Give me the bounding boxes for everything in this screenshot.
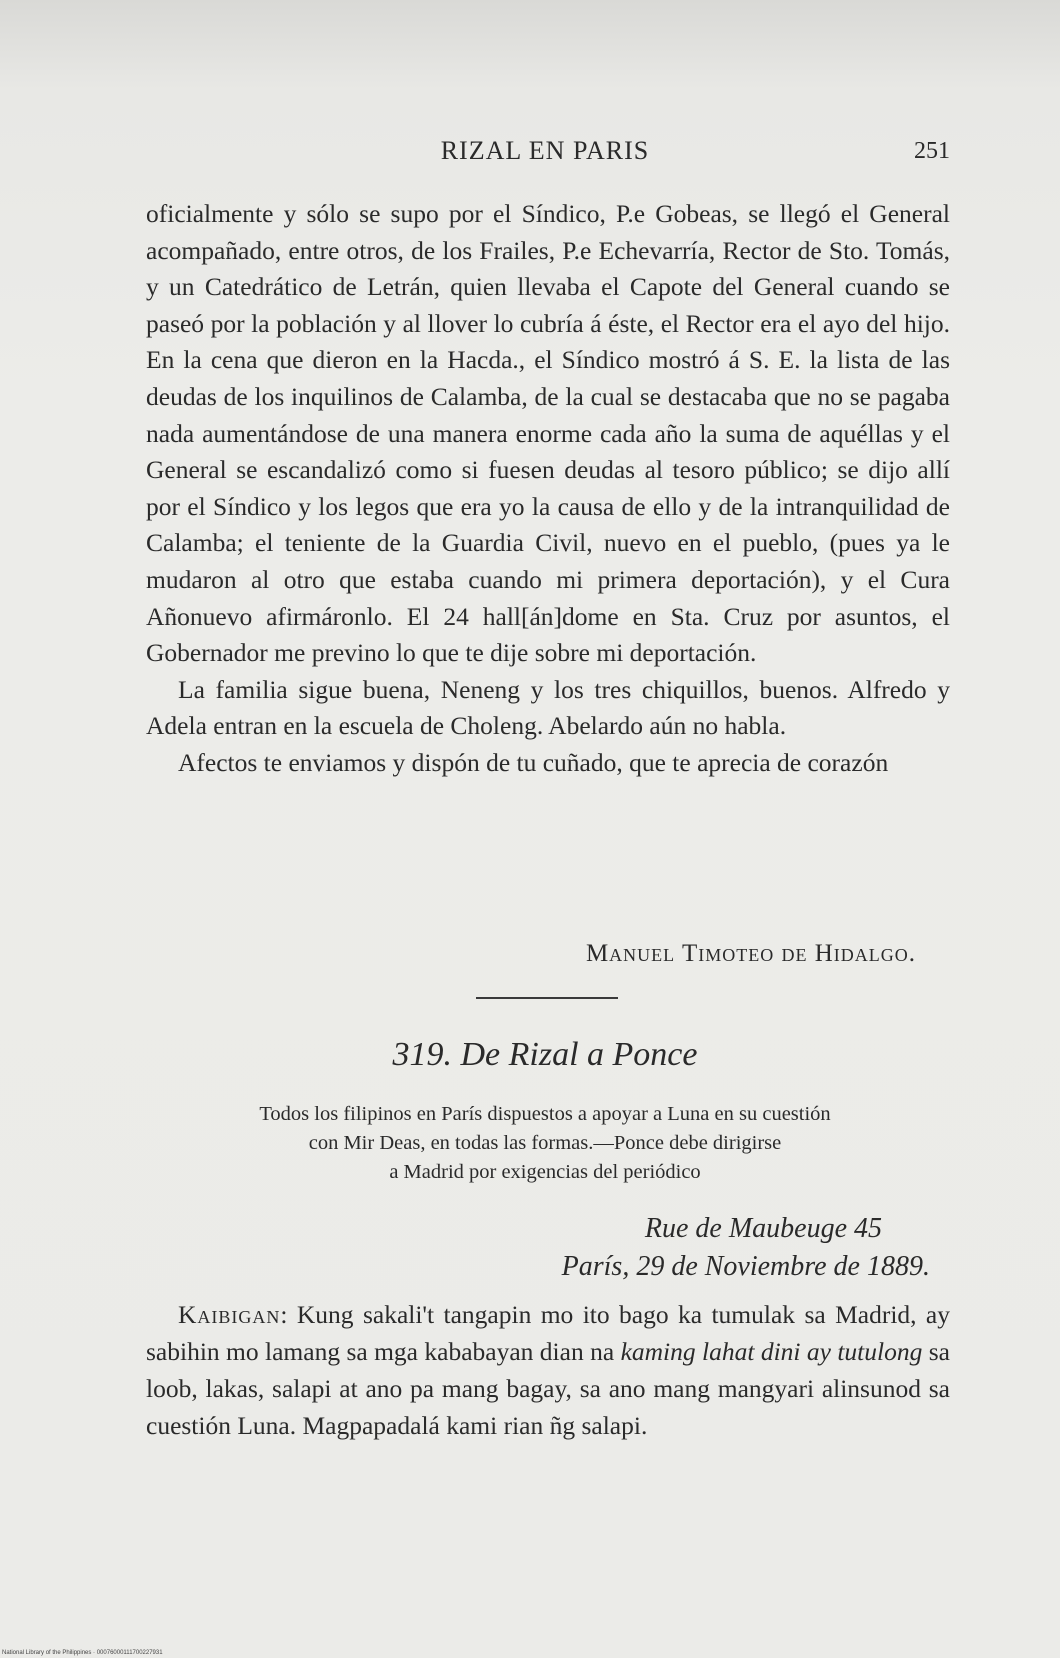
section-divider <box>476 997 618 999</box>
signature: Manuel Timoteo de Hidalgo. <box>585 940 916 967</box>
dateline-address: Rue de Maubeuge 45 <box>644 1213 882 1244</box>
dateline-date: París, 29 de Noviembre de 1889. <box>561 1251 930 1282</box>
letter-text <box>146 1296 950 1444</box>
letter-text-part-1: : Kung sakali't tangapin mo ito bago ka tumulak sa Madrid, ay sabihin mo lamang sa mga kababayan dian na <box>146 1300 950 1366</box>
summary-line: a Madrid por exigencias del periódico <box>389 1161 701 1183</box>
body-paragraph-1: oficialmente y sólo se supo por el Síndico, P.e Gobeas, se llegó el General acompañado, entre otros, de los Frailes, P.e Echevarría, Rector de Sto. Tomás, y un Catedrático de Letrán, quien llevaba el Capote del General cuando se paseó por la población y al llover lo cubría á éste, el Rector era el ayo del hijo. En la cena que dieron en la Hacda., el Síndico mostró á S. E. la lista de las deudas de los inquilinos de Calamba, de la cual se destacaba que no se pagaba nada aumentándose de una manera enorme cada año la suma de aquéllas y el General se escandalizó como si fuesen deudas al tesoro público; se dijo allí por el Síndico y los legos que era yo la causa de ello y de la intranquilidad de Calamba; el teniente de la Guardia Civil, nuevo en el pueblo, (pues ya le mudaron al otro que estaba cuando mi primera deportación), y el Cura Añonuevo afirmáronlo. El 24 hall[án]dome en Sta. Cruz por asuntos, el Gobernador me previno lo que te dije sobre mi deportación. <box>146 199 950 668</box>
scan-credit: National Library of the Philippines · 00076000111700227931 <box>2 1650 163 1656</box>
letter-text-italic: kaming lahat dini ay tutulong <box>620 1337 923 1366</box>
page-number: 251 <box>914 138 950 164</box>
letter-heading: 319. De Rizal a Ponce <box>392 1036 698 1073</box>
summary-line: Todos los filipinos en París dispuestos a apoyar a Luna en su cuestión <box>259 1103 831 1125</box>
summary-line: con Mir Deas, en todas las formas.—Ponce debe dirigirse <box>308 1132 782 1154</box>
dateline <box>562 1210 930 1286</box>
letter-body-continued <box>146 196 950 782</box>
running-title: RIZAL EN PARIS <box>440 136 650 165</box>
letter-text-part-2: sa loob, lakas, salapi at ano pa mang bagay, sa ano mang mangyari alinsunod sa cuestión Luna. Magpapadalá kami rian ñg salapi. <box>146 1337 950 1440</box>
salutation: Kaibigan <box>178 1300 281 1329</box>
body-paragraph-2: La familia sigue buena, Neneng y los tres chiquillos, buenos. Alfredo y Adela entran en la escuela de Choleng. Abelardo aún no habla. <box>146 674 950 741</box>
body-paragraph-3: Afectos te enviamos y dispón de tu cuñado, que te aprecia de corazón <box>178 747 889 777</box>
letter-summary <box>140 1100 950 1187</box>
running-head <box>140 136 950 176</box>
letter-paragraph <box>146 1296 950 1444</box>
